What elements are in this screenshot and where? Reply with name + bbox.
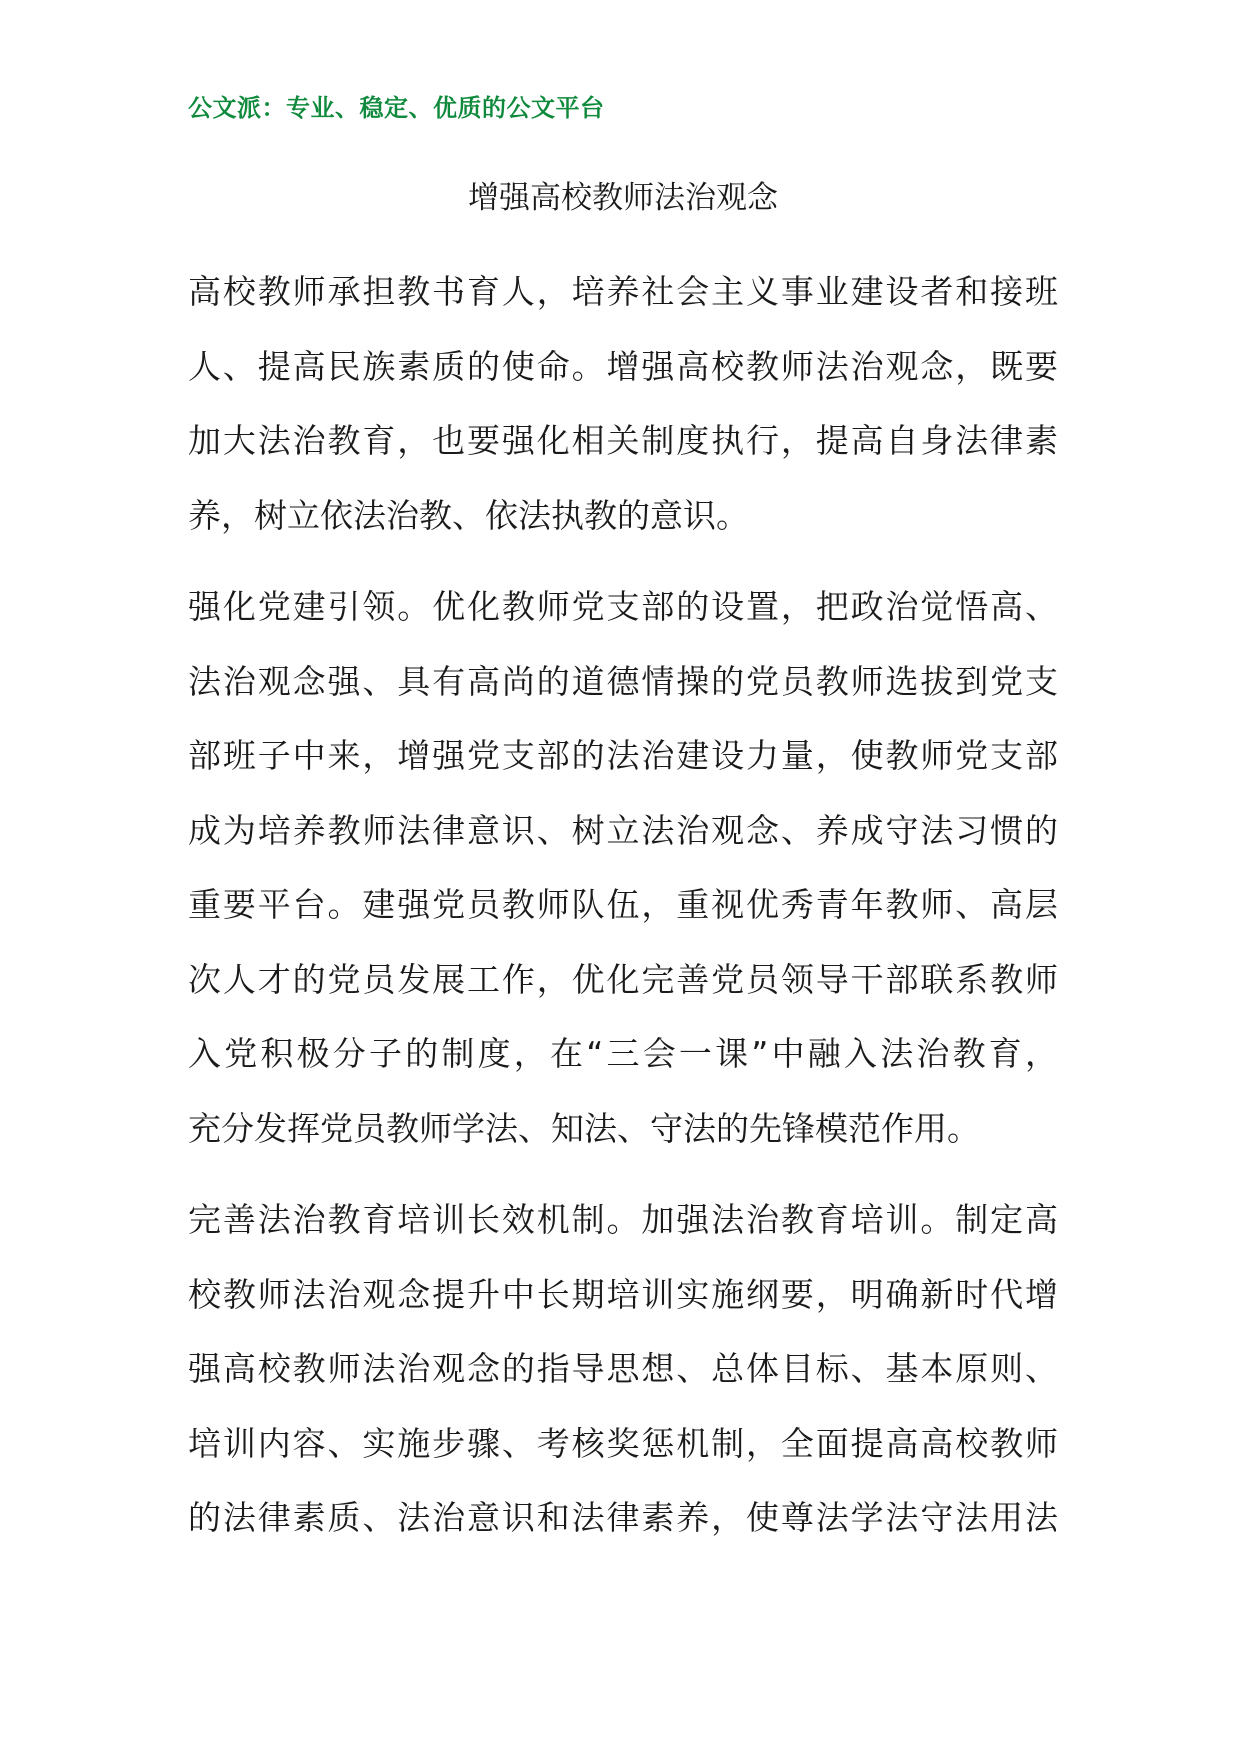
text-line: 重要平台。建强党员教师队伍，重视优秀青年教师、高层 [188, 885, 1058, 924]
document-body [188, 255, 1058, 1573]
text-line: 校教师法治观念提升中长期培训实施纲要，明确新时代增 [188, 1274, 1058, 1314]
text-line: 次人才的党员发展工作，优化完善党员领导干部联系教师 [188, 959, 1058, 999]
text-line: 高校教师承担教书育人，培养社会主义事业建设者和接班 [188, 272, 1058, 311]
text-line: 成为培养教师法律意识、树立法治观念、养成守法习惯的 [188, 810, 1058, 850]
text-line: 强高校教师法治观念的指导思想、总体目标、基本原则、 [188, 1349, 1058, 1388]
text-line: 部班子中来，增强党支部的法治建设力量，使教师党支部 [188, 736, 1058, 775]
text-line: 养，树立依法治教、依法执教的意识。 [188, 495, 749, 535]
text-line: 强化党建引领。优化教师党支部的设置，把政治觉悟高、 [188, 587, 1058, 626]
text-line: 完善法治教育培训长效机制。加强法治教育培训。制定高 [188, 1200, 1058, 1239]
document-title: 增强高校教师法治观念 [468, 180, 778, 216]
text-line: 培训内容、实施步骤、考核奖惩机制，全面提高高校教师 [188, 1423, 1058, 1463]
text-line: 法治观念强、具有高尚的道德情操的党员教师选拔到党支 [188, 661, 1058, 701]
paragraph-intro [188, 255, 1058, 553]
text-line: 充分发挥党员教师学法、知法、守法的先锋模范作用。 [188, 1108, 980, 1148]
paragraph-training-mechanism [188, 1183, 1058, 1556]
text-line: 的法律素质、法治意识和法律素养，使尊法学法守法用法 [188, 1498, 1058, 1537]
text-line: 入党积极分子的制度，在“三会一课”中融入法治教育， [188, 1034, 1058, 1073]
text-line: 人、提高民族素质的使命。增强高校教师法治观念，既要 [188, 346, 1058, 386]
header-slogan: 公文派：专业、稳定、优质的公文平台 [188, 94, 605, 122]
text-line: 加大法治教育，也要强化相关制度执行，提高自身法律素 [188, 421, 1058, 460]
paragraph-party-building [188, 570, 1058, 1166]
